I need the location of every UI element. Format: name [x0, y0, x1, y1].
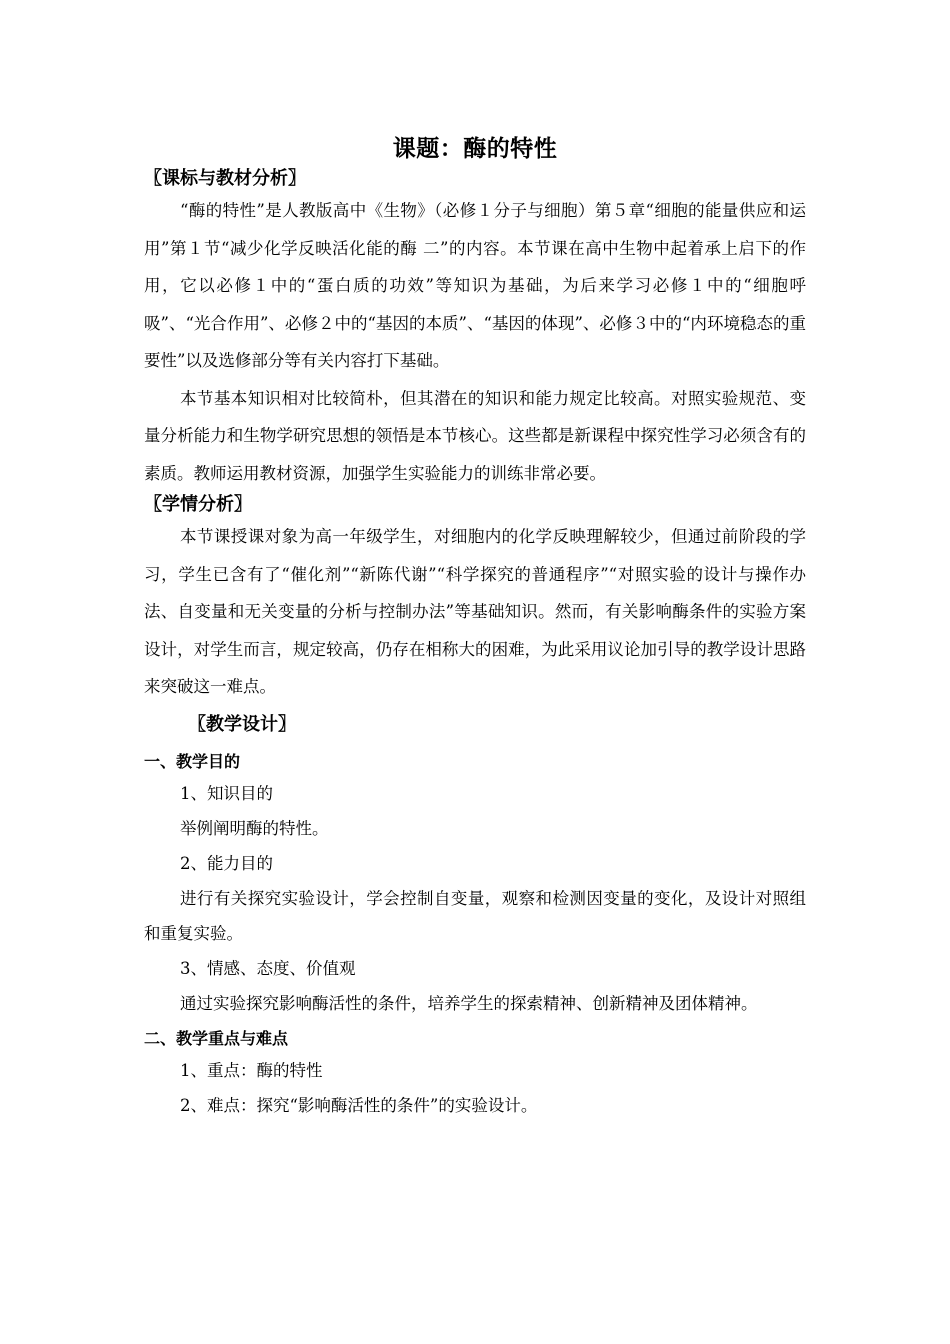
goal-item: 1、知识目的 [180, 783, 273, 803]
curriculum-paragraph-1: “酶的特性”是人教版高中《生物》（必修１分子与细胞）第５章“细胞的能量供应和运用”第１节“减少化学反映活化能的酶 二”的内容。本节课在高中生物中起着承上启下的作用，它以必修１中的“蛋白质的功效”等知识为基础，为后来学习必修１中的“细胞呼吸”、“光合作用”、必修２中的“基因的本质”、“基因的体现”、必修３中的“内环境稳态的重要性”以及选修部分等有关内容打下基础。 [144, 201, 806, 370]
goal-item: 3、情感、态度、价值观 [180, 958, 356, 978]
section-heading-students: 〖学情分析〗 [144, 494, 252, 515]
curriculum-paragraph-2: 本节基本知识相对比较简朴，但其潜在的知识和能力规定比较高。对照实验规范、变量分析能力和生物学研究思想的领悟是本节核心。这些都是新课程中探究性学习必须含有的素质。教师运用教材资源，加强学生实验能力的训练非常必要。 [144, 388, 806, 483]
goal-item: 通过实验探究影响酶活性的条件，培养学生的探索精神、创新精神及团体精神。 [180, 993, 758, 1013]
document-body [144, 132, 806, 1123]
section-heading-design: 〖教学设计〗 [188, 713, 296, 735]
students-paragraph-1: 本节课授课对象为高一年级学生，对细胞内的化学反映理解较少，但通过前阶段的学习，学生已含有了“催化剂”“新陈代谢”“科学探究的普通程序”“对照实验的设计与操作办法、自变量和无关变量的分析与控制办法”等基础知识。然而，有关影响酶条件的实验方案设计，对学生而言，规定较高，仍存在相称大的困难，为此采用议论加引导的教学设计思路来突破这一难点。 [144, 527, 806, 696]
key-point-item: 1、重点：酶的特性 [180, 1060, 323, 1080]
goals-heading: 一、教学目的 [144, 751, 241, 771]
goal-item: 2、能力目的 [180, 853, 273, 873]
document-title: 课题：酶的特性 [392, 136, 558, 162]
goal-item: 进行有关探究实验设计，学会控制自变量，观察和检测因变量的变化，及设计对照组和重复实验。 [144, 888, 806, 943]
section-heading-curriculum: 〖课标与教材分析〗 [144, 168, 306, 189]
goal-item: 举例阐明酶的特性。 [180, 818, 329, 838]
key-points-heading: 二、教学重点与难点 [144, 1028, 289, 1048]
key-point-item: 2、难点：探究“影响酶活性的条件”的实验设计。 [180, 1095, 538, 1115]
